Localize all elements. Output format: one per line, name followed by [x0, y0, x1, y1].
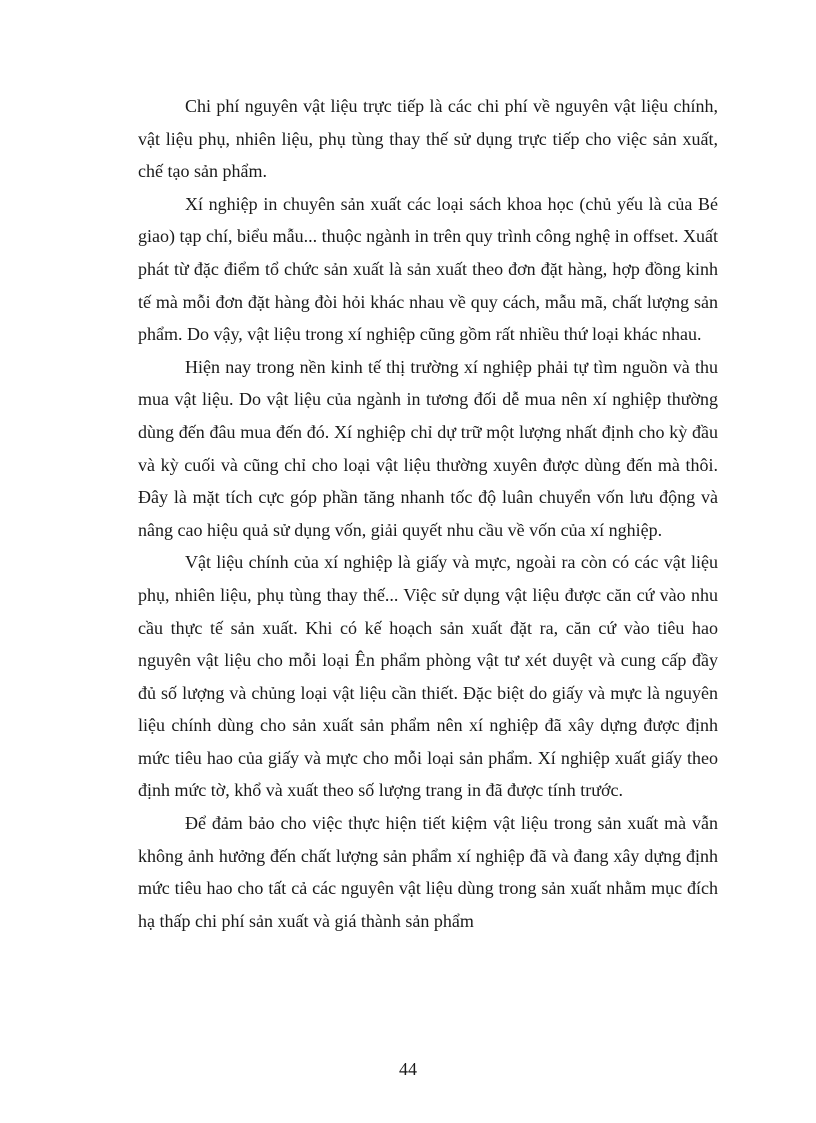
page-number: 44	[399, 1059, 417, 1079]
paragraph-5: Để đảm bảo cho việc thực hiện tiết kiệm vật liệu trong sản xuất mà vẫn không ảnh hưởng đến chất lượng sản phẩm xí nghiệp đã và đang xây dựng định mức tiêu hao cho tất cả các nguyên vật liệu dùng trong sản xuất nhằm mục đích hạ thấp chi phí sản xuất và giá thành sản phẩm	[138, 813, 718, 931]
paragraph-1: Chi phí nguyên vật liệu trực tiếp là các chi phí về nguyên vật liệu chính, vật liệu phụ, nhiên liệu, phụ tùng thay thế sử dụng trực tiếp cho việc sản xuất, chế tạo sản phẩm.	[138, 96, 718, 182]
paragraph-3: Hiện nay trong nền kinh tế thị trường xí nghiệp phải tự tìm nguồn và thu mua vật liệu. Do vật liệu của ngành in tương đối dễ mua nên xí nghiệp thường dùng đến đâu mua đến đó. Xí nghiệp chỉ dự trữ một lượng nhất định cho kỳ đầu và kỳ cuối và cũng chỉ cho loại vật liệu thường xuyên được dùng đến mà thôi. Đây là mặt tích cực góp phần tăng nhanh tốc độ luân chuyển vốn lưu động và nâng cao hiệu quả sử dụng vốn, giải quyết nhu cầu về vốn của xí nghiệp.	[138, 356, 718, 540]
paragraph-2: Xí nghiệp in chuyên sản xuất các loại sách khoa học (chủ yếu là của Bé giao) tạp chí, biểu mẫu... thuộc ngành in trên quy trình công nghệ in offset. Xuất phát từ đặc điểm tổ chức sản xuất là sản xuất theo đơn đặt hàng, hợp đồng kinh tế mà mỗi đơn đặt hàng đòi hỏi khác nhau về quy cách, mẫu mã, chất lượng sản phẩm. Do vậy, vật liệu trong xí nghiệp cũng gồm rất nhiều thứ loại khác nhau.	[138, 193, 718, 345]
paragraph-4: Vật liệu chính của xí nghiệp là giấy và mực, ngoài ra còn có các vật liệu phụ, nhiên liệu, phụ tùng thay thế... Việc sử dụng vật liệu được căn cứ vào nhu cầu thực tế sản xuất. Khi có kế hoạch sản xuất đặt ra, căn cứ vào tiêu hao nguyên vật liệu cho mỗi loại Ên phẩm phòng vật tư xét duyệt và cung cấp đầy đủ số lượng và chủng loại vật liệu cần thiết. Đặc biệt do giấy và mực là nguyên liệu chính dùng cho sản xuất sản phẩm nên xí nghiệp đã xây dựng được định mức tiêu hao của giấy và mực cho mỗi loại sản phẩm. Xí nghiệp xuất giấy theo định mức tờ, khổ và xuất theo số lượng trang in đã được tính trước.	[138, 552, 718, 801]
body-text	[138, 90, 718, 937]
